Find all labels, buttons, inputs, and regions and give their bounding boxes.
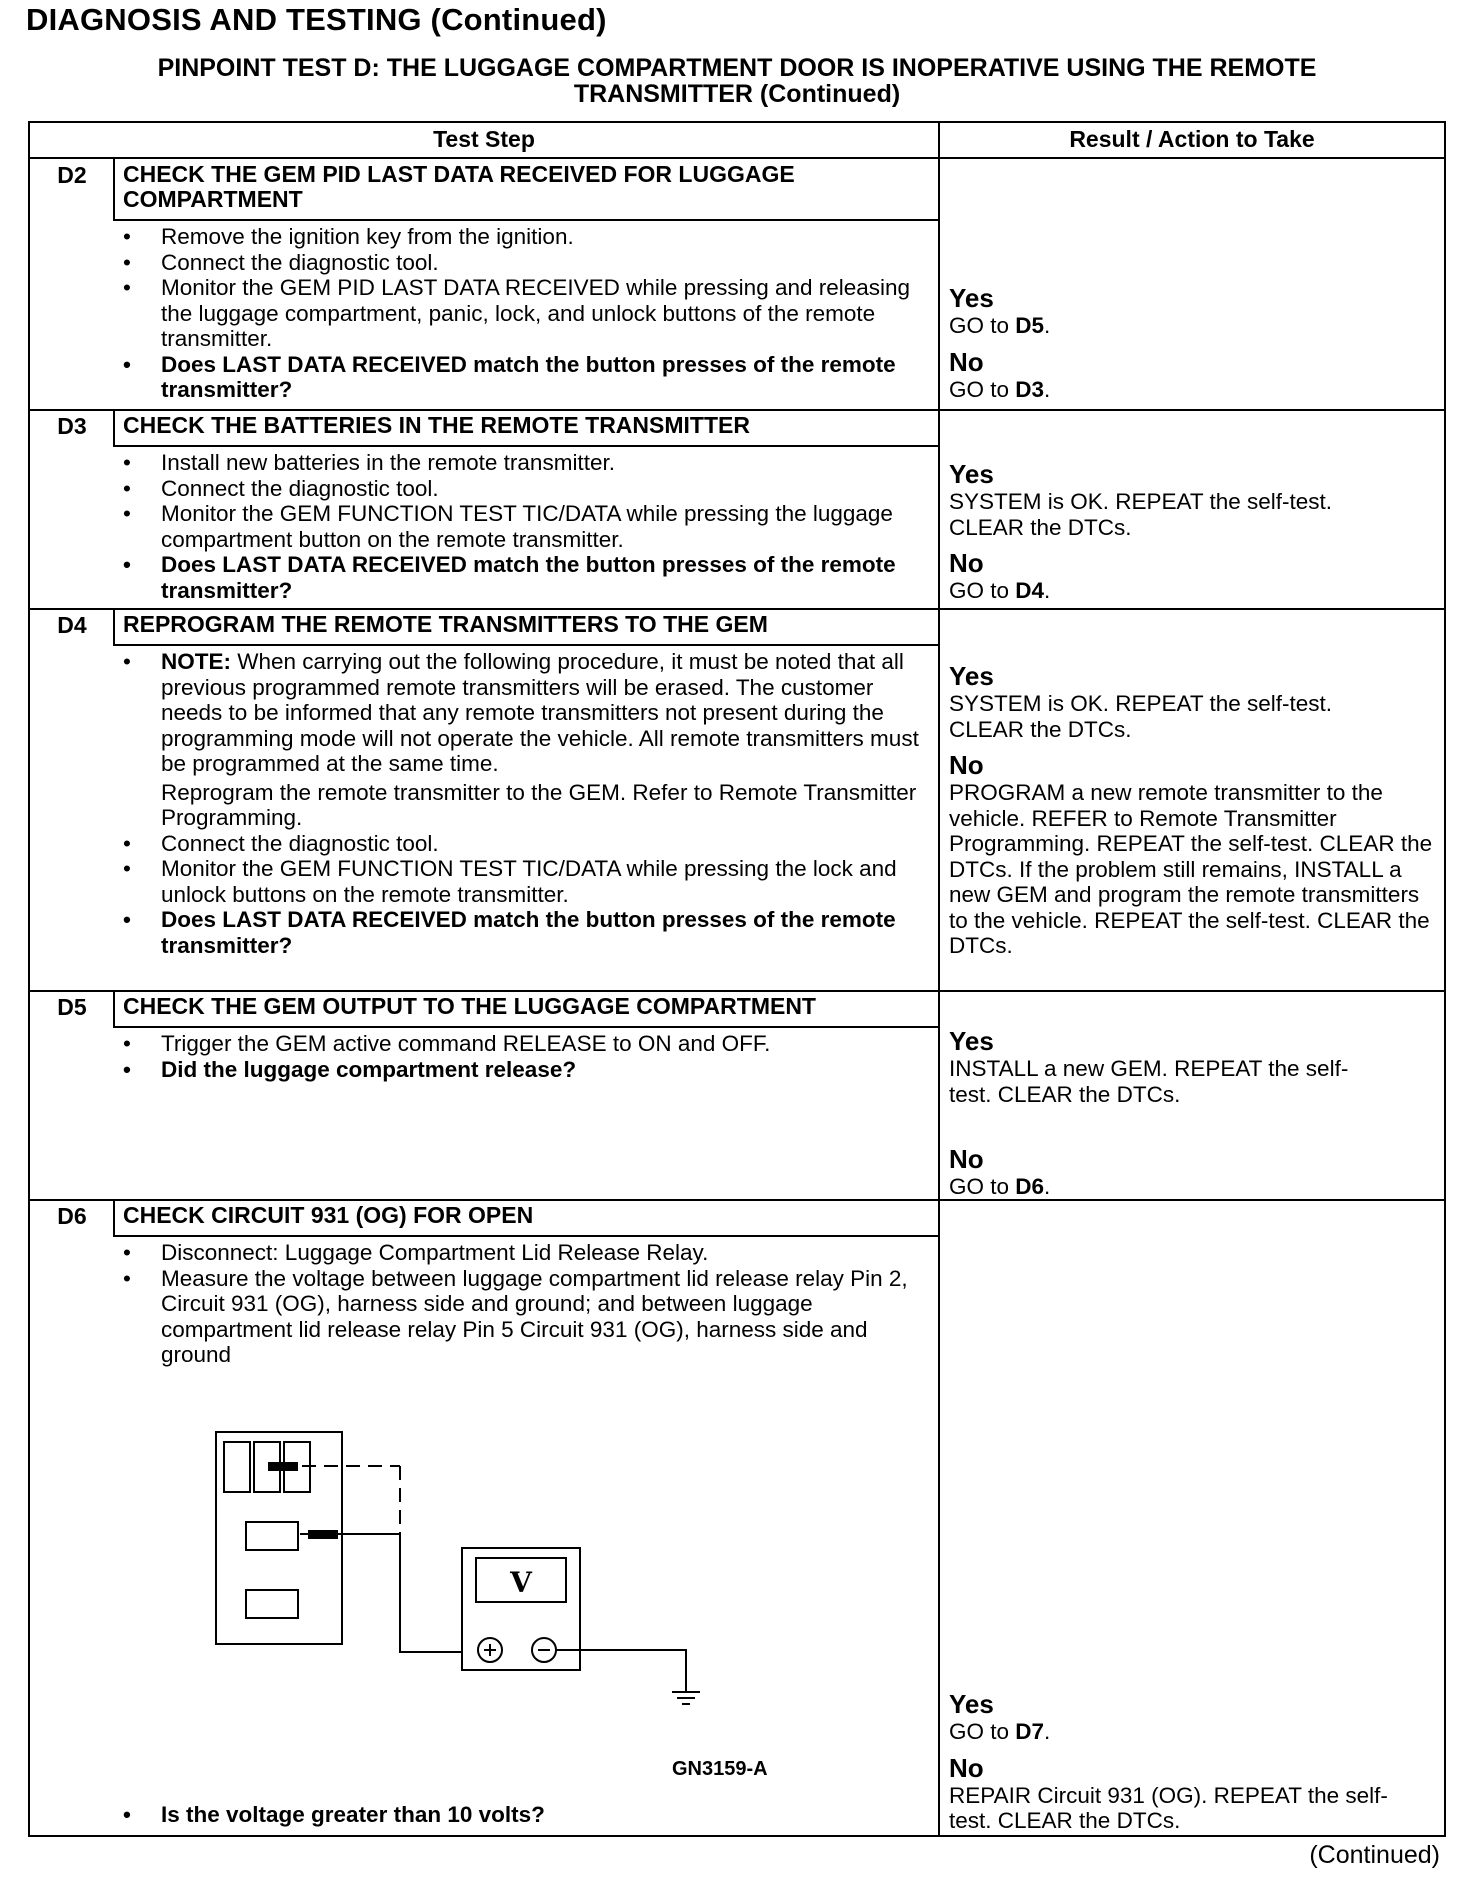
d2-yes-action: GO to D5. [949, 313, 1051, 338]
result-d2 [949, 284, 1444, 402]
connector-cavity-4 [246, 1522, 298, 1550]
d5-no-label: No [949, 1144, 984, 1174]
step-id-d2: D2 [57, 162, 87, 188]
step-body-d3 [123, 450, 933, 603]
d2-d3-divider [28, 409, 1446, 411]
d3-no-label: No [949, 548, 984, 578]
d5-no-action: GO to D6. [949, 1174, 1051, 1199]
d2-no-action: GO to D3. [949, 376, 1051, 402]
connector-cavity-1 [224, 1442, 250, 1492]
d3-no-action: GO to D4. [949, 578, 1051, 603]
result-d5 [949, 1027, 1444, 1200]
pinpoint-test-title [28, 55, 1446, 107]
d3-no-target: D4 [1015, 578, 1045, 603]
d2-title-divider [113, 219, 939, 221]
d4-title-divider [113, 644, 939, 646]
page-heading: DIAGNOSIS AND TESTING (Continued) [26, 2, 607, 37]
d4-yes-label: Yes [949, 661, 994, 691]
result-d3 [949, 460, 1444, 604]
voltmeter-connection-diagram [200, 1430, 800, 1790]
voltmeter-label: V [510, 1566, 532, 1599]
d5-step-1: • Trigger the GEM active command RELEASE to ON and OFF. [123, 1031, 933, 1057]
d2-no-target: D3 [1015, 376, 1045, 402]
d6-step-1: • Disconnect: Luggage Compartment Lid Release Relay. [123, 1240, 933, 1266]
step-id-d4: D4 [57, 612, 87, 638]
d2-no-label: No [949, 346, 984, 377]
step-id-d5: D5 [57, 994, 87, 1020]
step-title-d2: CHECK THE GEM PID LAST DATA RECEIVED FOR LUGGAGE COMPARTMENT [123, 161, 795, 212]
d3-step-1: • Install new batteries in the remote transmitter. [123, 450, 933, 476]
d3-step-3: • Monitor the GEM FUNCTION TEST TIC/DATA while pressing the luggage compartment button on the remote transmitter. [123, 501, 933, 552]
d6-question-block [123, 1802, 933, 1828]
d2-yes-label: Yes [949, 283, 994, 313]
result-d4 [949, 662, 1444, 959]
pinpoint-title-line-2: TRANSMITTER (Continued) [573, 80, 901, 108]
probe-tip-1 [268, 1462, 298, 1471]
d3-question: • Does LAST DATA RECEIVED match the button presses of the remote transmitter? [123, 552, 933, 603]
col-header-result: Result / Action to Take [1069, 126, 1315, 152]
d2-question: • Does LAST DATA RECEIVED match the button presses of the remote transmitter? [123, 352, 933, 403]
d5-no-target: D6 [1015, 1174, 1045, 1199]
d6-yes-target: D7 [1015, 1719, 1045, 1744]
d4-step-2: • Monitor the GEM FUNCTION TEST TIC/DATA while pressing the lock and unlock buttons on the remote transmitter. [123, 856, 933, 907]
step-id-d6: D6 [57, 1203, 87, 1229]
d3-title-divider [113, 445, 939, 447]
d4-step-1: • Connect the diagnostic tool. [123, 831, 933, 857]
step-body-d5 [123, 1031, 933, 1082]
figure-caption: GN3159-A [672, 1758, 768, 1780]
d2-step-2: • Connect the diagnostic tool. [123, 250, 933, 276]
d5-yes-action: INSTALL a new GEM. REPEAT the self-test. CLEAR the DTCs. [949, 1056, 1349, 1107]
probe-tip-2 [308, 1530, 338, 1539]
d4-note-label: NOTE: [161, 649, 231, 674]
step-body-d2 [123, 224, 933, 403]
d6-yes-label: Yes [949, 1689, 994, 1719]
step-title-d3: CHECK THE BATTERIES IN THE REMOTE TRANSMITTER [123, 412, 750, 438]
d6-step-2: • Measure the voltage between luggage compartment lid release relay Pin 2, Circuit 931 (OG), harness side and ground; and between luggage compartment lid release relay Pin 5 Circuit 931 (OG), harness side and ground [123, 1266, 933, 1368]
d2-step-3: • Monitor the GEM PID LAST DATA RECEIVED while pressing and releasing the luggage compartment, panic, lock, and unlock buttons of the remote transmitter. [123, 275, 933, 352]
step-title-d4: REPROGRAM THE REMOTE TRANSMITTERS TO THE GEM [123, 611, 768, 637]
step-title-d5: CHECK THE GEM OUTPUT TO THE LUGGAGE COMPARTMENT [123, 993, 816, 1019]
d6-no-action: REPAIR Circuit 931 (OG). REPEAT the self-test. CLEAR the DTCs. [949, 1782, 1388, 1833]
d4-yes-action: SYSTEM is OK. REPEAT the self-test. CLEAR the DTCs. [949, 691, 1333, 742]
d3-yes-label: Yes [949, 459, 994, 489]
d3-step-2: • Connect the diagnostic tool. [123, 476, 933, 502]
step-body-d4 [123, 649, 933, 958]
d2-step-1: • Remove the ignition key from the ignition. [123, 224, 933, 250]
d5-question: • Did the luggage compartment release? [123, 1057, 933, 1083]
col-header-test-step: Test Step [433, 126, 535, 152]
step-title-d6: CHECK CIRCUIT 931 (OG) FOR OPEN [123, 1202, 534, 1228]
d6-title-divider [113, 1235, 939, 1237]
d6-yes-action: GO to D7. [949, 1719, 1051, 1744]
d5-yes-label: Yes [949, 1026, 994, 1056]
d4-d5-divider [28, 990, 1446, 992]
d5-title-divider [113, 1026, 939, 1028]
d4-no-label: No [949, 750, 984, 780]
result-column-divider [938, 121, 940, 1837]
step-body-d6 [123, 1240, 933, 1368]
d4-reprogram-instruction: Reprogram the remote transmitter to the GEM. Refer to Remote Transmitter Programming. [161, 779, 917, 830]
d4-question: • Does LAST DATA RECEIVED match the button presses of the remote transmitter? [123, 907, 933, 958]
step-id-d3: D3 [57, 413, 87, 439]
header-row-divider [28, 157, 1446, 159]
positive-lead [400, 1534, 462, 1652]
d2-yes-target: D5 [1015, 313, 1045, 338]
d3-yes-action: SYSTEM is OK. REPEAT the self-test. CLEAR the DTCs. [949, 489, 1333, 540]
d3-d4-divider [28, 608, 1446, 610]
pinpoint-title-line-1: PINPOINT TEST D: THE LUGGAGE COMPARTMENT DOOR IS INOPERATIVE USING THE REMOTE [157, 54, 1317, 82]
d6-no-label: No [949, 1752, 984, 1783]
result-d6 [949, 1690, 1444, 1834]
continued-marker: (Continued) [1309, 1841, 1440, 1869]
d6-question: • Is the voltage greater than 10 volts? [123, 1802, 933, 1828]
d4-note: • NOTE: When carrying out the following procedure, it must be noted that all previous programmed remote transmitters will be erased. The customer needs to be informed that any remote transmitters not present during the programming mode will not operate the vehicle. All remote transmitters must be programmed at the same time. [123, 649, 933, 777]
connector-cavity-5 [246, 1590, 298, 1618]
d4-no-action: PROGRAM a new remote transmitter to the vehicle. REFER to Remote Transmitter Programming. REPEAT the self-test. CLEAR the DTCs. If the problem still remains, INSTALL a new GEM and program the remote transmitters to the vehicle. REPEAT the self-test. CLEAR the DTCs. [949, 780, 1433, 958]
